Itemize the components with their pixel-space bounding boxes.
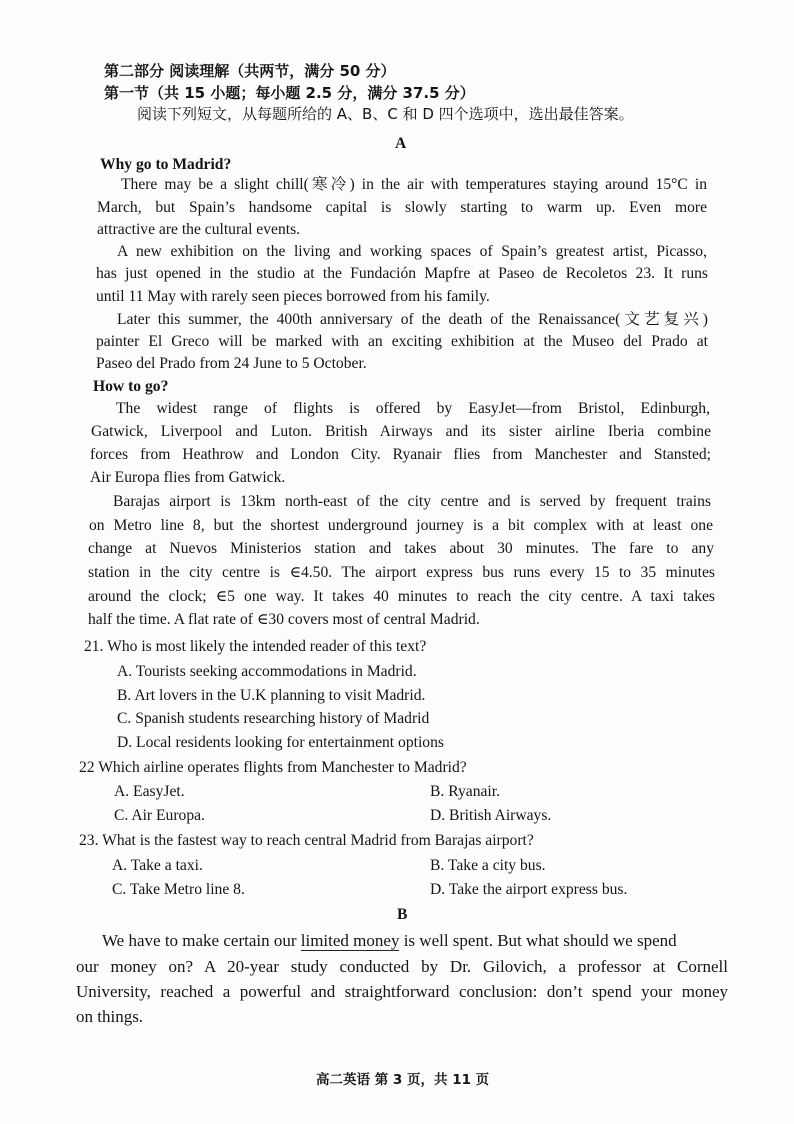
question-21-option-c: C. Spanish students researching history of Madrid	[117, 710, 430, 727]
p1-line: There may be a slight chill(寒冷) in the air with temperatures staying around 15°C in	[121, 176, 707, 193]
p3-line: Later this summer, the 400th anniversary of the death of the Renaissance(文艺复兴)	[117, 311, 708, 328]
question-22-option-c: C. Air Europa.	[114, 807, 205, 824]
passage-a-heading-why: Why go to Madrid?	[100, 156, 232, 173]
p4-line: Air Europa flies from Gatwick.	[90, 469, 286, 486]
passage-b-text: is well spent. But what should we spend	[399, 931, 677, 950]
question-22-stem: 22 Which airline operates flights from Manchester to Madrid?	[79, 759, 467, 776]
question-23-stem: 23. What is the fastest way to reach central Madrid from Barajas airport?	[79, 832, 534, 849]
question-21-option-a: A. Tourists seeking accommodations in Madrid.	[117, 663, 417, 680]
p1-line: attractive are the cultural events.	[97, 221, 301, 238]
passage-b-text: We have to make certain our	[102, 931, 301, 950]
passage-letter-b: B	[397, 906, 408, 923]
p3-line: Paseo del Prado from 24 June to 5 October.	[96, 355, 367, 372]
passage-b-line: on things.	[76, 1007, 144, 1026]
p5-line: change at Nuevos Ministerios station and takes about 30 minutes. The fare to any	[88, 540, 714, 557]
p4-line: The widest range of flights is offered by EasyJet—from Bristol, Edinburgh,	[116, 400, 710, 417]
passage-b-line-1	[102, 929, 728, 953]
passage-a-heading-how: How to go?	[93, 378, 169, 395]
question-21-option-b: B. Art lovers in the U.K planning to visit Madrid.	[117, 687, 426, 704]
passage-b-line: our money on? A 20-year study conducted by Dr. Gilovich, a professor at Cornell	[76, 957, 728, 976]
p2-line: A new exhibition on the living and working spaces of Spain’s greatest artist, Picasso,	[117, 243, 707, 260]
p5-line: around the clock; ∈5 one way. It takes 40 minutes to reach the city centre. A taxi takes	[88, 588, 715, 605]
section-heading: 第一节（共 15 小题；每小题 2.5 分，满分 37.5 分）	[104, 84, 475, 102]
passage-letter-a: A	[395, 135, 407, 152]
p2-line: until 11 May with rarely seen pieces borrowed from his family.	[96, 288, 490, 305]
p5-line: half the time. A flat rate of ∈30 covers most of central Madrid.	[88, 611, 480, 628]
p5-line: Barajas airport is 13km north-east of the city centre and is served by frequent trains	[113, 493, 711, 510]
question-23-option-d: D. Take the airport express bus.	[430, 881, 628, 898]
instruction: 阅读下列短文，从每题所给的 A、B、C 和 D 四个选项中，选出最佳答案。	[137, 105, 634, 123]
question-22-option-a: A. EasyJet.	[114, 783, 185, 800]
p4-line: forces from Heathrow and London City. Ryanair flies from Manchester and Stansted;	[90, 446, 711, 463]
p3-line: painter El Greco will be marked with an exciting exhibition at the Museo del Prado at	[96, 333, 708, 350]
question-21-stem: 21. Who is most likely the intended reader of this text?	[84, 638, 427, 655]
passage-b-line: University, reached a powerful and straightforward conclusion: don’t spend your money	[76, 982, 728, 1001]
p5-line: station in the city centre is ∈4.50. The airport express bus runs every 15 to 35 minutes	[88, 564, 715, 581]
question-22-option-d: D. British Airways.	[430, 807, 552, 824]
page-footer: 高二英语 第 3 页，共 11 页	[316, 1072, 490, 1088]
p2-line: has just opened in the studio at the Fundación Mapfre at Paseo de Recoletos 23. It runs	[96, 265, 708, 282]
underlined-phrase: limited money	[300, 931, 400, 950]
question-22-option-b: B. Ryanair.	[430, 783, 500, 800]
p1-line: March, but Spain’s handsome capital is slowly starting to warm up. Even more	[97, 199, 707, 216]
question-23-option-a: A. Take a taxi.	[112, 857, 203, 874]
part-heading: 第二部分 阅读理解（共两节，满分 50 分）	[104, 62, 396, 80]
question-23-option-b: B. Take a city bus.	[430, 857, 546, 874]
question-23-option-c: C. Take Metro line 8.	[112, 881, 245, 898]
p4-line: Gatwick, Liverpool and Luton. British Airways and its sister airline Iberia combine	[91, 423, 711, 440]
question-21-option-d: D. Local residents looking for entertainment options	[117, 734, 444, 751]
p5-line: on Metro line 8, but the shortest underground journey is a bit complex with at least one	[89, 517, 713, 534]
